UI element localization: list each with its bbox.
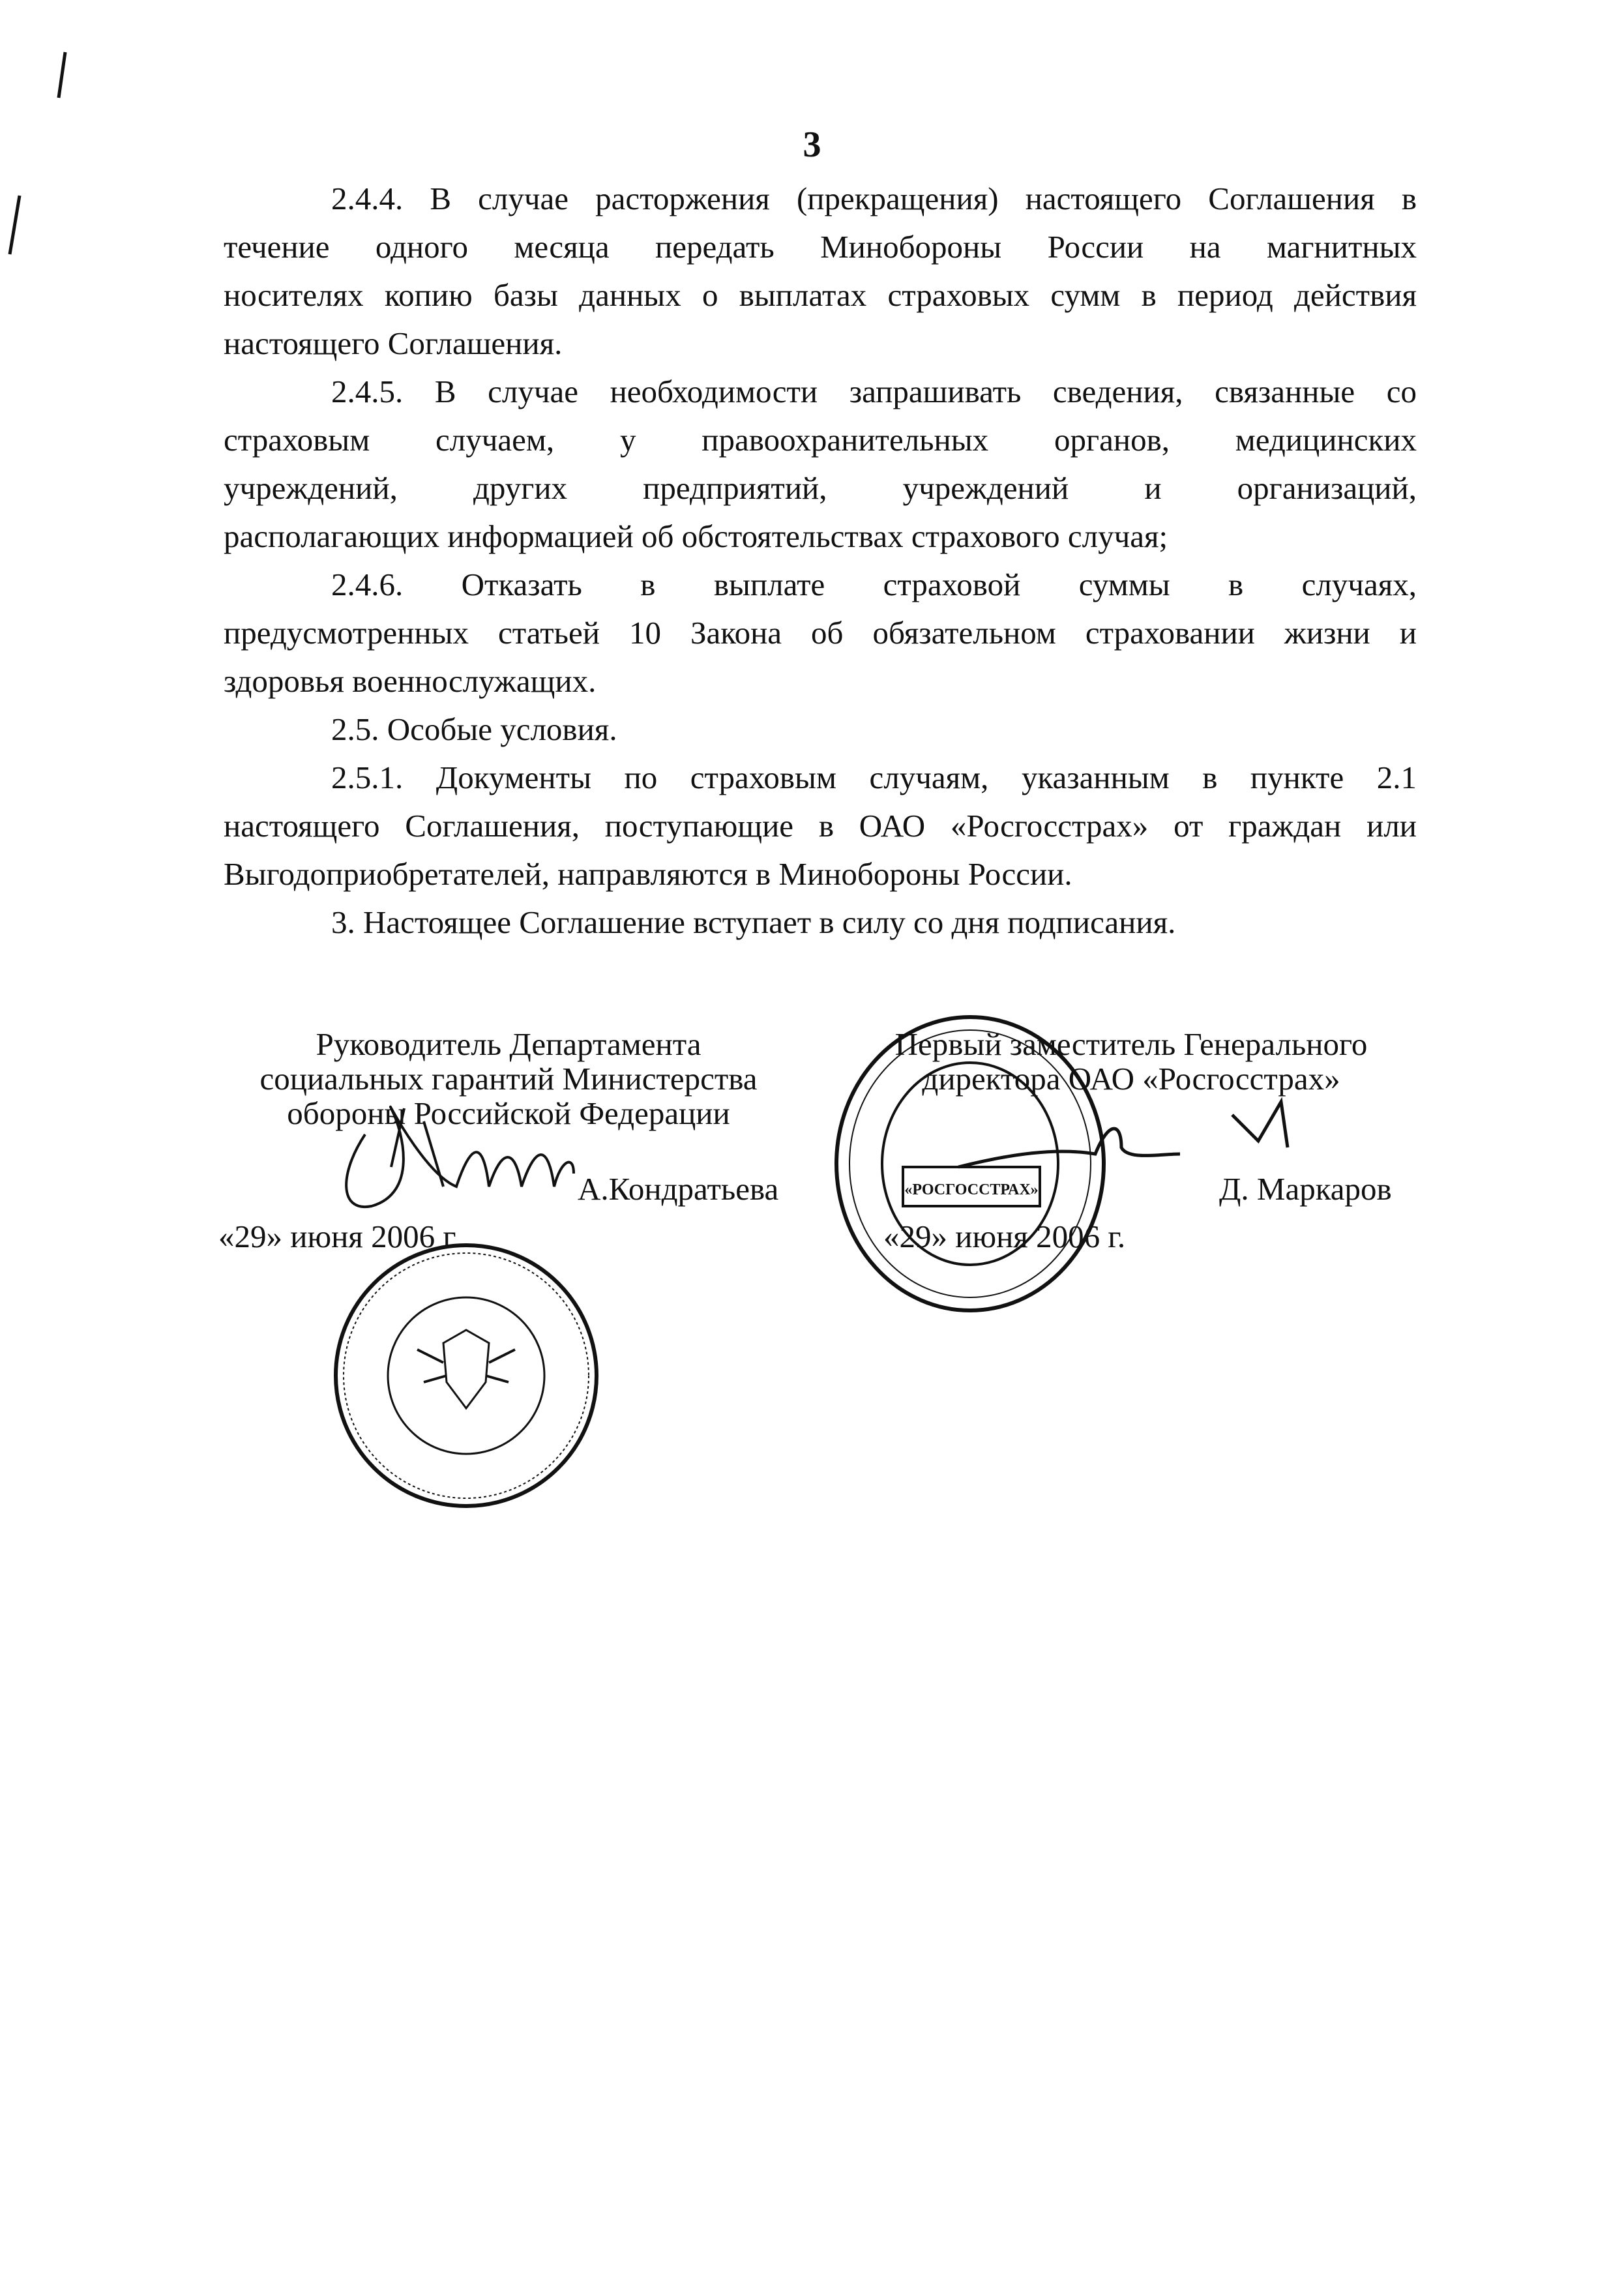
svg-text:«РОСГОССТРАХ»: «РОСГОССТРАХ» (904, 1181, 1039, 1198)
right-signatory-name: Д. Маркаров (1219, 1171, 1392, 1207)
paragraph-line: Выгодоприобретателей, направляются в Минобороны России. (224, 856, 1072, 892)
paragraph-line: здоровья военнослужащих. (224, 663, 597, 699)
left-stamp (336, 1245, 597, 1506)
right-signature-date: «29» июня 2006 г. (883, 1219, 1126, 1254)
title-line: социальных гарантий Министерства (259, 1061, 758, 1097)
left-signatory-name: А.Кондратьева (578, 1171, 779, 1207)
paragraph-line: 2.5. Особые условия. (331, 711, 617, 747)
paragraph-line: 2.4.5. В случае необходимости запрашивать сведения, связанные со (331, 374, 1417, 409)
paragraph-line: носителях копию базы данных о выплатах страховых сумм в период действия (224, 277, 1417, 313)
title-line: Первый заместитель Генерального (894, 1026, 1368, 1062)
paragraph-line: 3. Настоящее Соглашение вступает в силу со дня подписания. (331, 904, 1176, 940)
paragraph-line: 2.4.6. Отказать в выплате страховой суммы в случаях, (331, 567, 1417, 602)
left-signature-date: «29» июня 2006 г. (218, 1219, 461, 1254)
title-line: Руководитель Департамента (316, 1026, 701, 1062)
right-signatory-title (841, 1027, 1421, 1096)
paragraph-line: предусмотренных статьей 10 Закона об обязательном страховании жизни и (224, 615, 1417, 651)
page-number: 3 (803, 125, 821, 165)
paragraph-line: учреждений, других предприятий, учреждений и организаций, (224, 470, 1417, 506)
left-signatory-title (215, 1027, 802, 1131)
paragraph-line: течение одного месяца передать Минобороны России на магнитных (224, 229, 1417, 265)
paragraph-line: 2.5.1. Документы по страховым случаям, указанным в пункте 2.1 (331, 760, 1417, 795)
paragraph-line: страховым случаем, у правоохранительных органов, медицинских (224, 422, 1417, 458)
paragraph-line: настоящего Соглашения, поступающие в ОАО «Росгосстрах» от граждан или (224, 808, 1417, 844)
right-signature (958, 1102, 1288, 1167)
title-line: обороны Российской Федерации (287, 1095, 730, 1131)
title-line: директора ОАО «Росгосстрах» (922, 1061, 1340, 1097)
paragraph-line: располагающих информацией об обстоятельствах страхового случая; (224, 518, 1168, 554)
paragraph-line: настоящего Соглашения. (224, 325, 563, 361)
paragraph-line: 2.4.4. В случае расторжения (прекращения) настоящего Соглашения в (331, 181, 1417, 216)
